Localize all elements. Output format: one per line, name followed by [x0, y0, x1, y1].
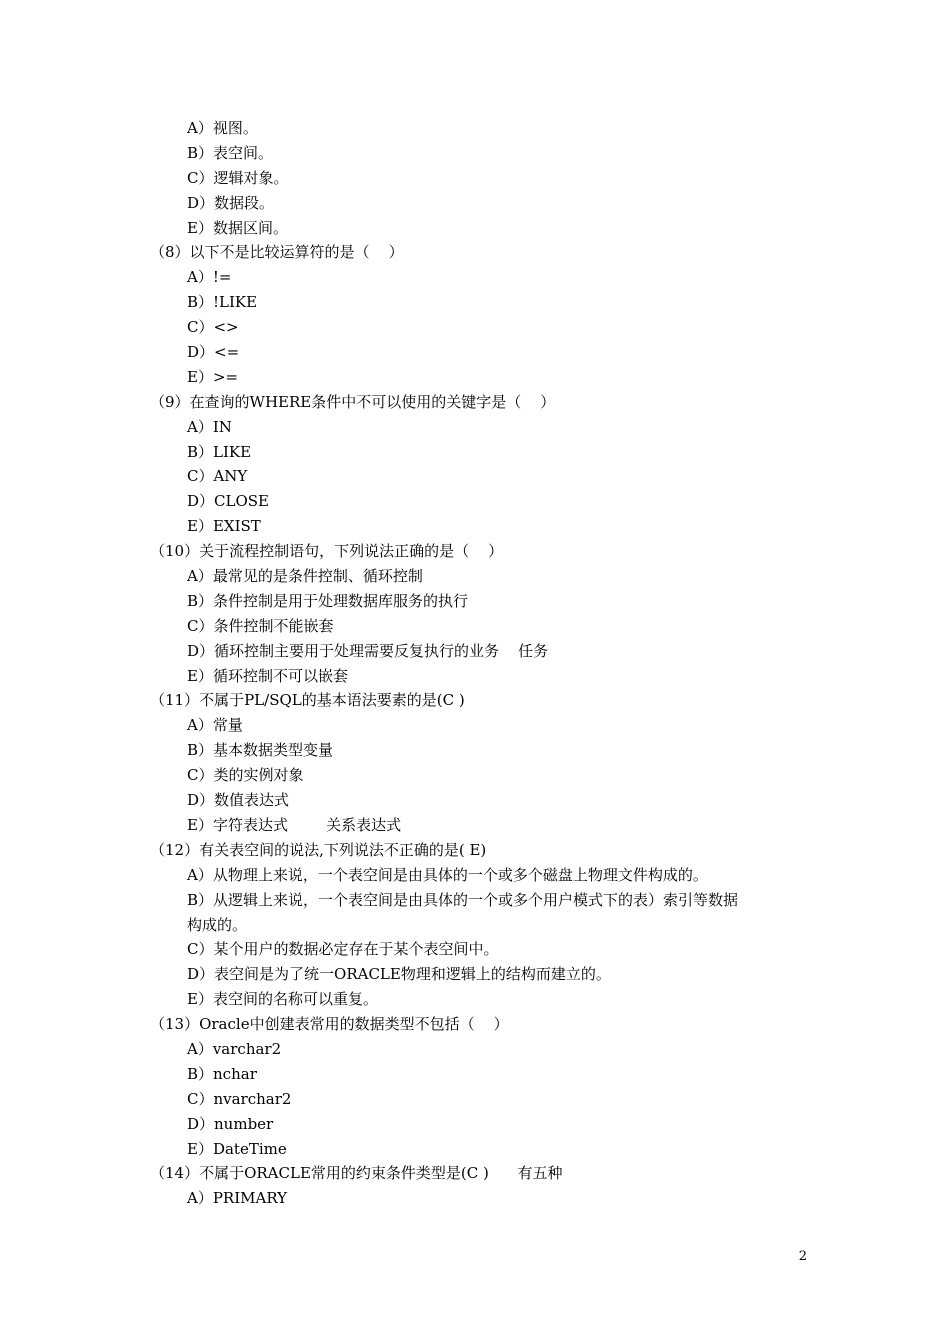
option-line: D）数值表达式 — [187, 791, 290, 810]
option-line: B）nchar — [187, 1064, 257, 1083]
option-line: C）类的实例对象 — [187, 766, 304, 785]
option-line: C）nvarchar2 — [187, 1089, 292, 1108]
page-number: 2 — [798, 1249, 807, 1264]
option-line: A）常量 — [187, 716, 243, 735]
option-line: A）!= — [187, 268, 232, 287]
option-line: A）视图。 — [187, 119, 258, 137]
option-line: B）表空间。 — [187, 143, 274, 162]
option-line: B）基本数据类型变量 — [187, 741, 334, 760]
option-line: A）最常见的是条件控制、循环控制 — [187, 567, 423, 586]
option-line: C）<> — [187, 318, 239, 337]
question-line: （10）关于流程控制语句，下列说法正确的是（ ） — [150, 542, 504, 561]
option-line: C）逻辑对象。 — [187, 168, 289, 187]
question-line: （14）不属于ORACLE常用的约束条件类型是(C ) 有五种 — [150, 1164, 563, 1183]
question-line: （12）有关表空间的说法,下列说法不正确的是( E) — [150, 840, 487, 859]
question-line: （11）不属于PL/SQL的基本语法要素的是(C ) — [150, 691, 465, 710]
option-line: C）某个用户的数据必定存在于某个表空间中。 — [187, 940, 499, 959]
option-line: D）数据段。 — [187, 193, 275, 212]
option-line: E）数据区间。 — [187, 218, 288, 237]
option-line: D）<= — [187, 343, 240, 362]
option-line: B）!LIKE — [187, 293, 258, 312]
question-list — [150, 116, 810, 1211]
question-line: （13）Oracle中创建表常用的数据类型不包括（ ） — [150, 1015, 509, 1034]
option-line: E）>= — [187, 367, 239, 386]
option-line: A）从物理上来说，一个表空间是由具体的一个或多个磁盘上物理文件构成的。 — [187, 865, 708, 884]
option-line: E）循环控制不可以嵌套 — [187, 666, 348, 685]
option-line: E）字符表达式 关系表达式 — [187, 815, 402, 834]
option-line: D）表空间是为了统一ORACLE物理和逻辑上的结构而建立的。 — [187, 965, 611, 984]
option-line: C）条件控制不能嵌套 — [187, 616, 334, 635]
option-line: D）循环控制主要用于处理需要反复执行的业务 任务 — [187, 641, 549, 660]
option-line: B）LIKE — [187, 442, 252, 461]
option-line: E）DateTime — [187, 1139, 287, 1158]
option-continuation: 构成的。 — [187, 915, 248, 934]
option-line: E）EXIST — [187, 517, 261, 536]
option-line: A）IN — [187, 417, 232, 436]
question-line: （8）以下不是比较运算符的是（ ） — [150, 243, 404, 262]
question-line: （9）在查询的WHERE条件中不可以使用的关键字是（ ） — [150, 392, 556, 411]
option-line: D）number — [187, 1114, 274, 1133]
option-line: C）ANY — [187, 467, 248, 486]
option-line: B）条件控制是用于处理数据库服务的执行 — [187, 591, 469, 610]
option-line: E）表空间的名称可以重复。 — [187, 990, 378, 1009]
option-line: A）PRIMARY — [187, 1189, 288, 1208]
option-line: D）CLOSE — [187, 492, 269, 511]
option-line: B）从逻辑上来说，一个表空间是由具体的一个或多个用户模式下的表）索引等数据 — [187, 890, 739, 909]
option-line: A）varchar2 — [187, 1039, 282, 1058]
